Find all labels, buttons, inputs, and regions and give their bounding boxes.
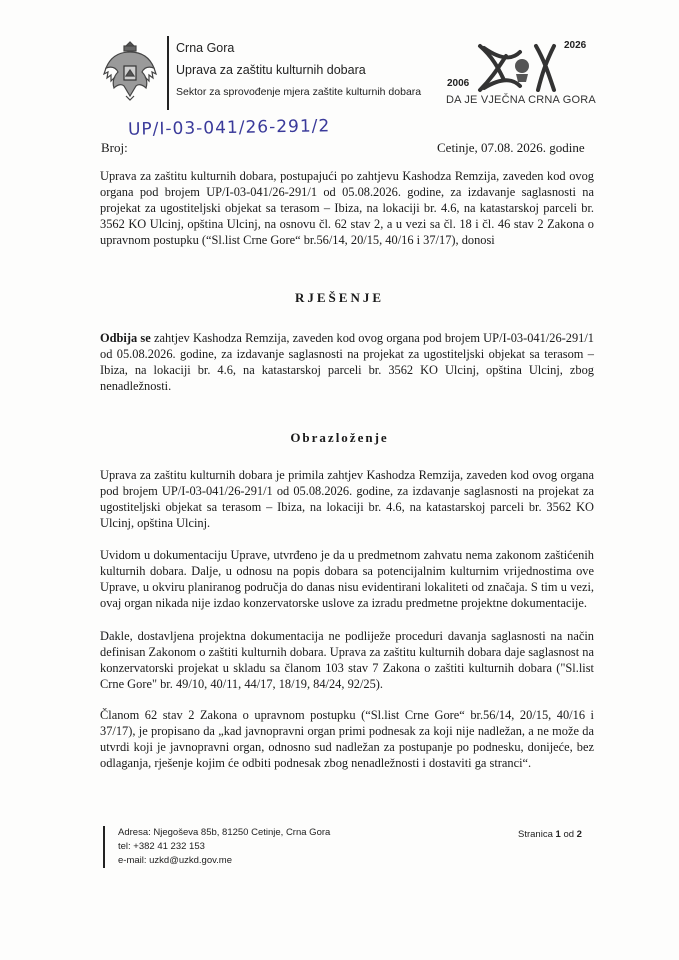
reasoning-paragraph-4: Članom 62 stav 2 Zakona o upravnom postupku (“Sl.list Crne Gore“ br.56/14, 20/15, 40/16 i 37/17), je propisano da „kad javnopravni organ primi podnesak za koji nije nadležan, a ne može da utvrdi koji je javnopravni organ, odnosno sud nadležan za postupanje po podnesku, donijeće, bez odlaganja, rješenje kojim će odbiti podnesak zbog nenadležnosti i dostaviti ga stranci“. xyxy=(100,708,594,771)
jubilee-year-left: 2006 xyxy=(447,78,470,89)
institution-name: Uprava za zaštitu kulturnih dobara xyxy=(176,63,366,77)
decision-paragraph xyxy=(100,330,594,394)
sector-name: Sektor za sprovođenje mjera zaštite kulturnih dobara xyxy=(176,86,422,98)
footer-divider xyxy=(103,826,105,868)
reasoning-title: Obrazloženje xyxy=(290,430,389,445)
header-divider xyxy=(167,36,169,110)
footer-contact xyxy=(118,826,330,868)
jubilee-year-right: 2026 xyxy=(564,40,587,51)
footer-address: Adresa: Njegoševa 85b, 81250 Cetinje, Crna Gora xyxy=(118,827,331,838)
reasoning-paragraph-2: Uvidom u dokumentaciju Uprave, utvrđeno je da u predmetnom zahvatu nema zakonom zaštićenih kulturnih dobara. Dalje, u odnosu na popis dobara sa potencijalnim kulturnim vrijednostima ove Uprave, u okviru planiranog područja do danas nisu evidentirani lokaliteti od značaja. S tim u vezi, ovaj organ nikada nije izdao konzervatorske uslove za izradu predmetne projektne dokumentacije. xyxy=(100,548,594,611)
decision-text: zahtjev Kashodza Remzija, zaveden kod ovog organa pod brojem UP/I-03-041/26-291/1 od 05.08.2026. godine, za izdavanje saglasnosti na projekat za ugostiteljski objekat sa terasom – Ibiza, na lokaciji br. 4.6, na katastarskoj parceli br. 3562 KO Ulcinj, opština Ulcinj, zbog nenadležnosti. xyxy=(100,331,595,394)
intro-paragraph: Uprava za zaštitu kulturnih dobara, postupajući po zahtjevu Kashodza Remzija, zaveden kod ovog organa pod brojem UP/I-03-041/26-291/1 od 05.08.2026. godine, za izdavanje saglasnosti na projekat za ugostiteljski objekat sa terasom – Ibiza, na lokaciji br. 4.6, na katastarskoj parceli br. 3562 KO Ulcinj, opština Ulcinj, na osnovu čl. 62 stav 2, a u vezi sa čl. 18 i čl. 46 stav 2 Zakona o upravnom postupku (“Sl.list Crne Gore“ br.56/14, 20/15, 40/16 i 37/17), donosi xyxy=(100,169,594,248)
decision-title: RJEŠENJE xyxy=(294,290,385,305)
reasoning-paragraph-3: Dakle, dostavljena projektna dokumentacija ne podliježe proceduri davanja saglasnosti na način definisan Zakonom o zaštiti kulturnih dobara. Uprava za zaštitu kulturnih dobara daje saglasnost na konzervatorski projekat u skladu sa članom 103 stav 7 Zakona o zaštiti kulturnih dobara ("Sl.list Crne Gore" br. 49/10, 40/11, 44/17, 18/19, 84/24, 92/25). xyxy=(100,629,594,692)
footer-email: e-mail: uzkd@uzkd.gov.me xyxy=(118,855,233,866)
decision-lead: Odbija se xyxy=(100,331,151,345)
page-current: 1 xyxy=(555,829,561,840)
country-name: Crna Gora xyxy=(176,41,235,55)
page-number xyxy=(518,829,582,840)
page-of: od xyxy=(563,829,575,840)
reference-label: Broj: xyxy=(101,140,128,155)
reasoning-paragraph-1: Uprava za zaštitu kulturnih dobara je primila zahtjev Kashodza Remzija, zaveden kod ovog organa pod brojem UP/I-03-041/26-291/1 od 05.08.2026. godine, za izdavanje saglasnosti na projekat za ugostiteljski objekat sa terasom – Ibiza, na lokaciji br. 4.6, na katastarskoj parceli br. 3562 KO Ulcinj, opština Ulcinj. xyxy=(100,468,594,531)
jubilee-tagline: DA JE VJEČNA CRNA GORA xyxy=(446,94,596,106)
footer-phone: tel: +382 41 232 153 xyxy=(118,841,205,852)
page-total: 2 xyxy=(576,829,582,840)
reference-number-handwritten: UP/I-03-041/26-291/2 xyxy=(127,116,331,140)
page-prefix: Stranica xyxy=(518,829,553,840)
coat-of-arms-icon xyxy=(102,38,158,102)
institution-header xyxy=(176,40,421,99)
place-and-date: Cetinje, 07.08. 2026. godine xyxy=(437,140,585,155)
